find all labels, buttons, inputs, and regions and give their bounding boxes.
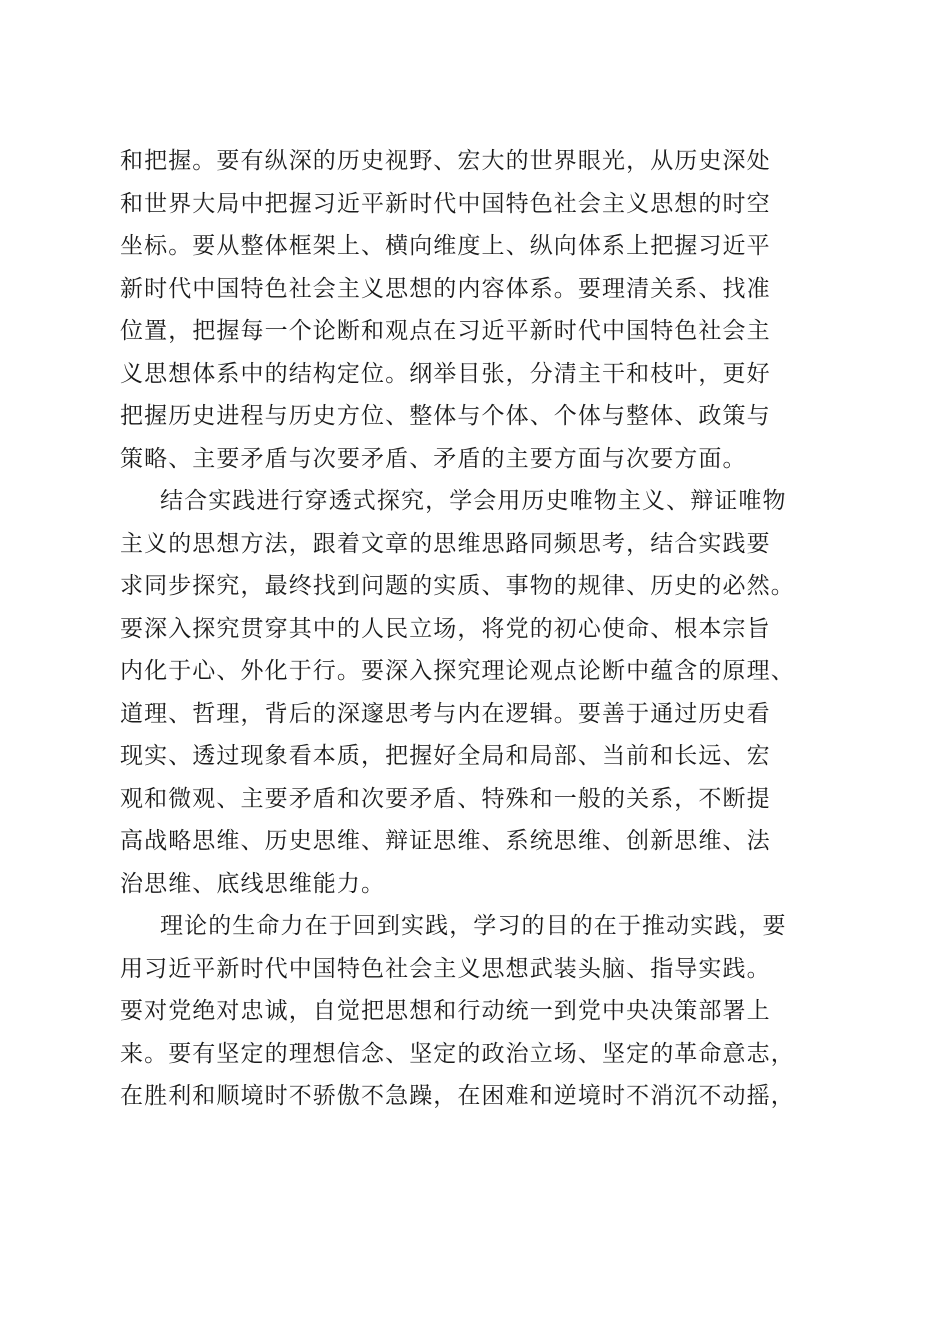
document-page (120, 140, 835, 1118)
text-line: 把握历史进程与历史方位、整体与个体、个体与整体、政策与 (120, 403, 771, 429)
text-line: 坐标。要从整体框架上、横向维度上、纵向体系上把握习近平 (120, 233, 771, 259)
text-line: 和世界大局中把握习近平新时代中国特色社会主义思想的时空 (120, 190, 771, 217)
text-line: 道理、哲理，背后的深邃思考与内在逻辑。要善于通过历史看 (120, 700, 771, 727)
text-line: 来。要有坚定的理想信念、坚定的政治立场、坚定的革命意志， (120, 1040, 795, 1067)
text-line: 高战略思维、历史思维、辩证思维、系统思维、创新思维、法 (120, 828, 771, 854)
text-line: 新时代中国特色社会主义思想的内容体系。要理清关系、找准 (120, 275, 771, 302)
text-line: 现实、透过现象看本质，把握好全局和局部、当前和长远、宏 (120, 743, 771, 769)
text-line: 主义的思想方法，跟着文章的思维思路同频思考，结合实践要 (120, 530, 771, 557)
paragraph-3 (120, 905, 835, 1118)
text-line: 在胜利和顺境时不骄傲不急躁，在困难和逆境时不消沉不动摇， (120, 1083, 795, 1109)
text-line: 求同步探究，最终找到问题的实质、事物的规律、历史的必然。 (120, 573, 795, 599)
text-line: 结合实践进行穿透式探究，学会用历史唯物主义、辩证唯物 (160, 488, 787, 514)
paragraph-2 (120, 480, 835, 905)
text-line: 用习近平新时代中国特色社会主义思想武装头脑、指导实践。 (120, 955, 771, 982)
text-line: 要深入探究贯穿其中的人民立场，将党的初心使命、根本宗旨 (120, 615, 771, 642)
text-line: 位置，把握每一个论断和观点在习近平新时代中国特色社会主 (120, 318, 771, 344)
text-line: 和把握。要有纵深的历史视野、宏大的世界眼光，从历史深处 (120, 148, 771, 174)
text-line: 内化于心、外化于行。要深入探究理论观点论断中蕴含的原理、 (120, 658, 795, 684)
text-line: 观和微观、主要矛盾和次要矛盾、特殊和一般的关系，不断提 (120, 785, 771, 812)
paragraph-1 (120, 140, 835, 480)
text-line: 要对党绝对忠诚，自觉把思想和行动统一到党中央决策部署上 (120, 998, 771, 1024)
text-line: 策略、主要矛盾与次要矛盾、矛盾的主要方面与次要方面。 (120, 445, 747, 472)
text-line: 理论的生命力在于回到实践，学习的目的在于推动实践，要 (160, 913, 787, 939)
text-line: 治思维、底线思维能力。 (120, 870, 386, 897)
text-line: 义思想体系中的结构定位。纲举目张，分清主干和枝叶，更好 (120, 360, 771, 387)
